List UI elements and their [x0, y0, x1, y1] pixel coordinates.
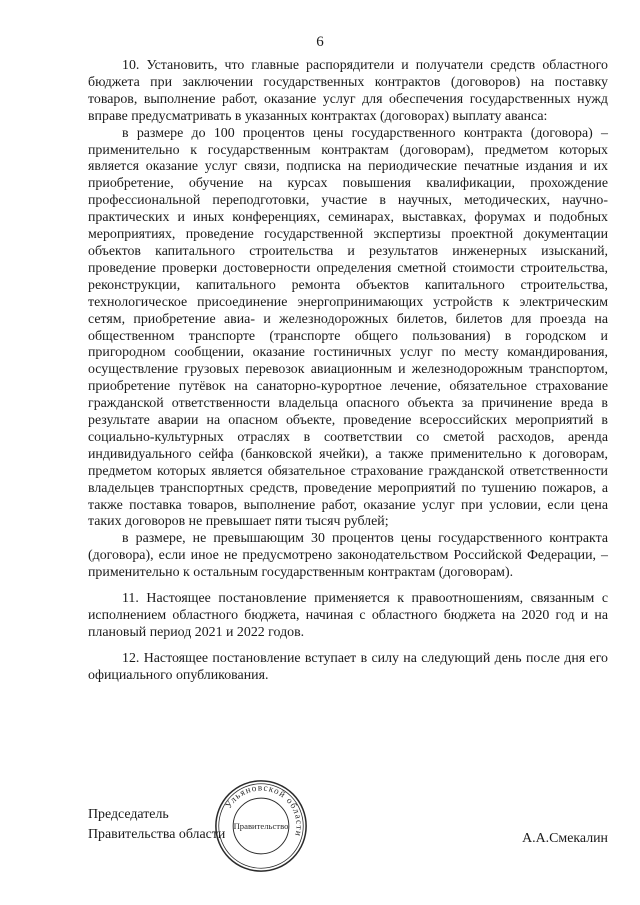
seal-center-text: Правительство [233, 820, 289, 831]
paragraph-10-item-100-percent: в размере до 100 процентов цены государственного контракта (договора) – применительно к государственным контрактам (договорам), предметом которых является оказание услуг связи, подписка на периодические печатные издания и их приобретение, обучение на курсах повышения квалификации, прохождение профессиональной переподготовки, участие в научных, методических, научно-практических и иных конференциях, семинарах, выставках, форумах и подобных мероприятиях, проведение государственной экспертизы проектной документации объектов капитального строительства и результатов инженерных изысканий, проведение проверки достоверности определения сметной стоимости строительства, реконструкции, капитального ремонта объектов капитального строительства, технологическое присоединение энергопринимающих устройств к электрическим сетям, приобретение авиа- и железнодорожных билетов, билетов для проезда на общественном транспорте (транспорте общего пользования) в городском и пригородном сообщении, оказание гостиничных услуг по месту командирования, осуществление грузовых перевозок авиационным и железнодорожным транспортом, приобретение путёвок на санаторно-курортное лечение, обязательное страхование гражданской ответственности владельца опасного объекта за причинение вреда в результате аварии на опасном объекте, проведение всероссийских мероприятий в социально-культурных отраслях в соответствии со сметой расходов, аренда индивидуального сейфа (банковской ячейки), а также применительно к договорам, предметом которых является обязательное страхование гражданской ответственности владельцев транспортных средств, проведение мероприятий по тушению пожаров, а также поставка товаров, выполнение работ, оказание услуг при условии, если цена таких договоров не превышает пяти тысяч рублей; [88, 125, 608, 530]
seal-ring-text: Ульяновской области [223, 782, 305, 839]
paragraph-11: 11. Настоящее постановление применяется к правоотношениям, связанным с исполнением областного бюджета, начиная с областного бюджета на 2020 год и на плановый период 2021 и 2022 годов. [88, 591, 608, 640]
page-number: 6 [316, 34, 324, 50]
document-body [88, 58, 608, 685]
signatory-title [88, 805, 225, 845]
signatory-title-line1: Председатель [88, 807, 169, 822]
signatory-name: А.А.Смекалин [522, 831, 608, 846]
paragraph-12: 12. Настоящее постановление вступает в силу на следующий день после дня его официального опубликования. [88, 650, 608, 683]
paragraph-10-item-30-percent: в размере, не превышающим 30 процентов цены государственного контракта (договора), если иное не предусмотрено законодательством Российской Федерации, – применительно к остальным государственным контрактам (договорам). [88, 531, 608, 581]
official-seal-stamp [213, 778, 309, 874]
paragraph-10: 10. Установить, что главные распорядители и получатели средств областного бюджета при заключении государственных контрактов (договоров) на поставку товаров, выполнение работ, оказание услуг для обеспечения государственных нужд вправе предусматривать в указанных контрактах (договорах) выплату аванса: [88, 58, 608, 124]
signatory-title-line2: Правительства области [88, 827, 226, 842]
signature-block [88, 805, 608, 855]
